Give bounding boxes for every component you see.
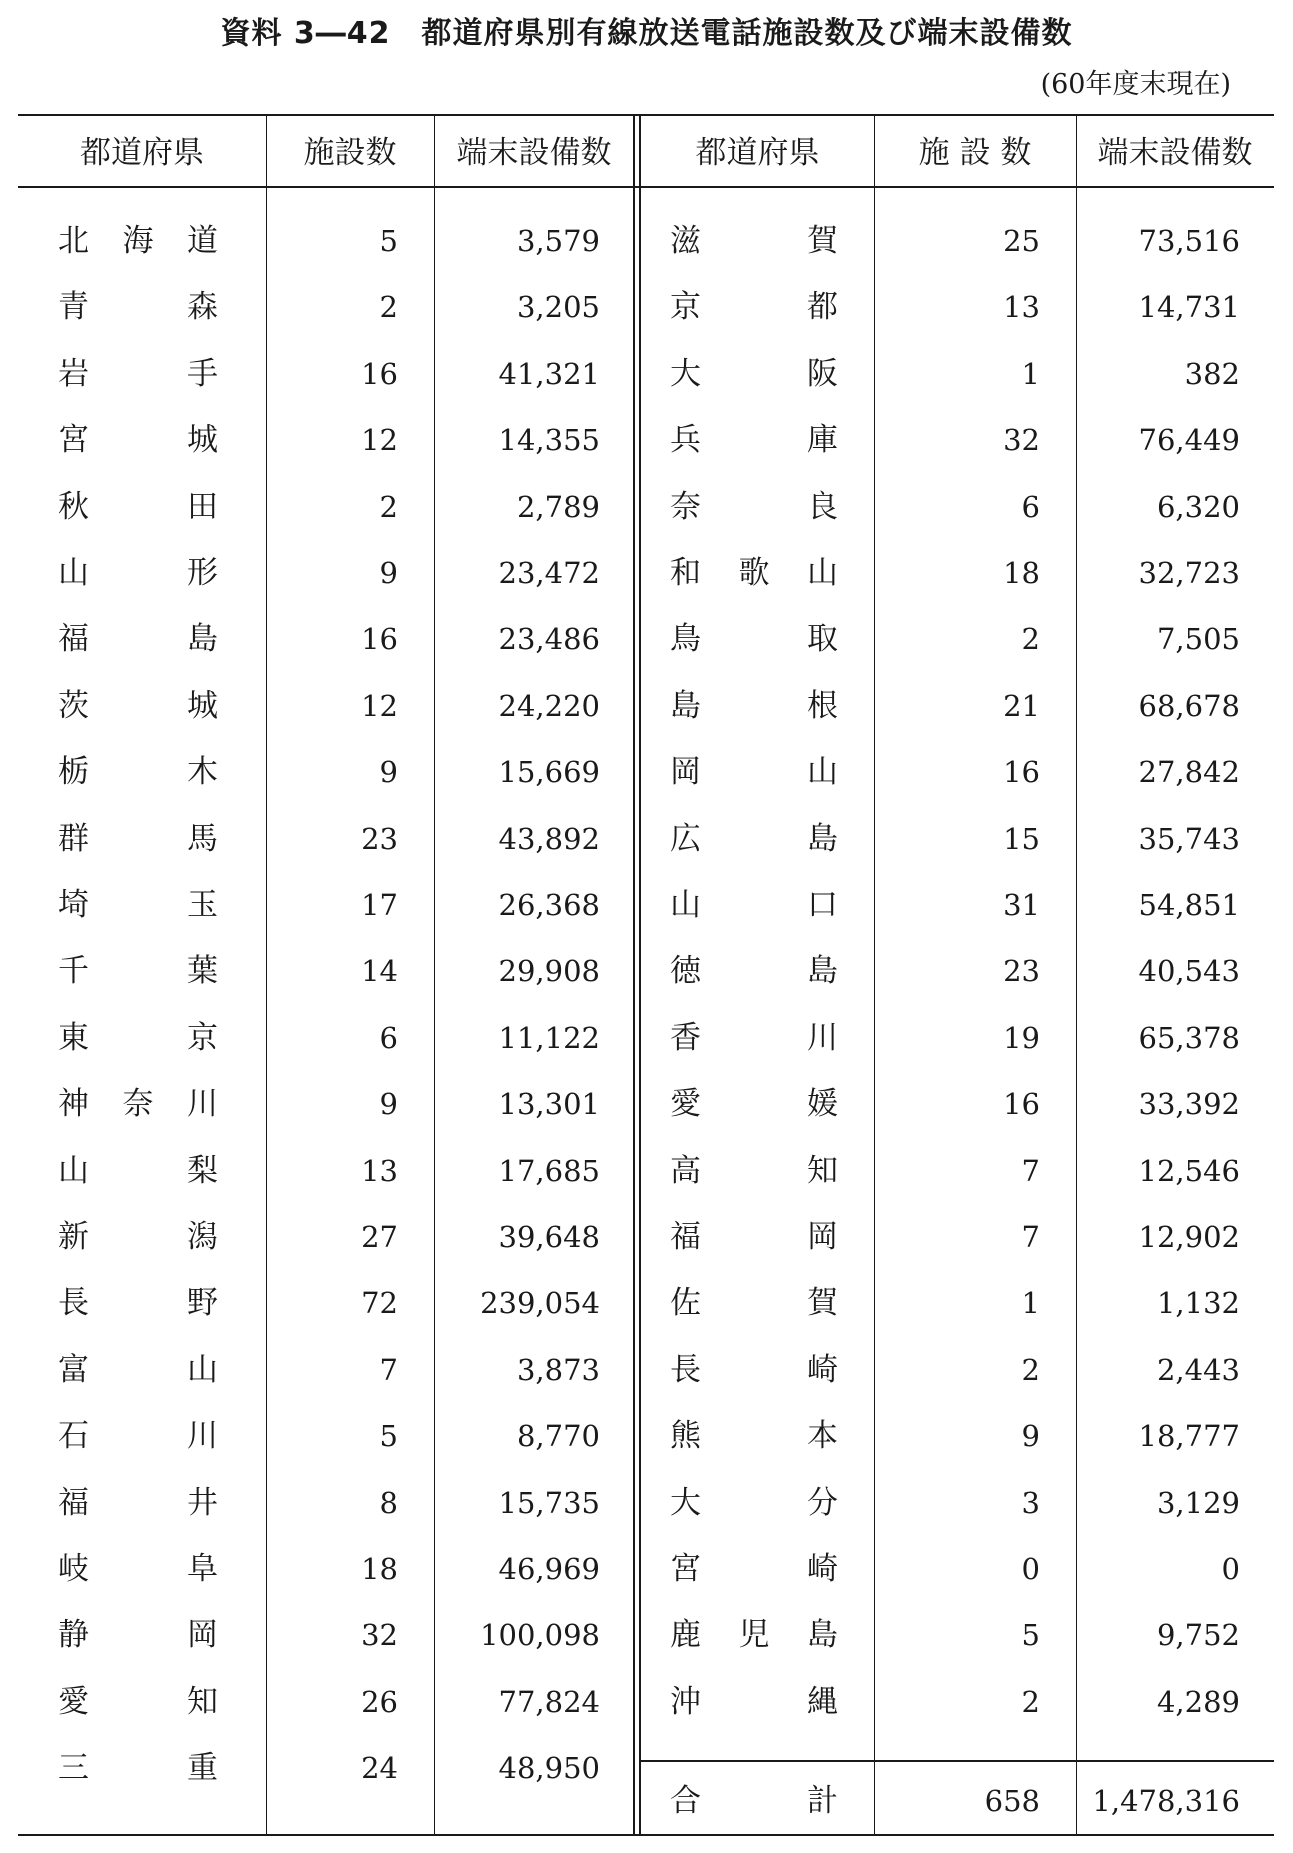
prefecture-name: 沖 縄 — [670, 1684, 838, 1720]
facilities-count: 32 — [361, 1618, 398, 1652]
header-pref-right: 都道府県 — [695, 135, 820, 171]
terminals-count: 14,355 — [498, 423, 600, 457]
page-title: 資料 3―42 都道府県別有線放送電話施設数及び端末設備数 — [220, 16, 1073, 51]
prefecture-name: 茨 城 — [58, 688, 218, 724]
terminals-count: 77,824 — [498, 1685, 600, 1719]
prefecture-name: 山 形 — [58, 555, 218, 591]
facilities-count: 72 — [361, 1286, 398, 1320]
prefecture-name: 和 歌 山 — [670, 555, 838, 591]
terminals-count: 3,205 — [516, 290, 600, 324]
terminals-count: 76,449 — [1138, 423, 1240, 457]
facilities-count: 26 — [361, 1685, 398, 1719]
terminals-count: 3,873 — [516, 1353, 600, 1387]
prefecture-name: 宮 崎 — [670, 1551, 838, 1587]
prefecture-name: 青 森 — [58, 289, 218, 325]
terminals-count: 15,669 — [498, 755, 600, 789]
terminals-count: 54,851 — [1138, 888, 1240, 922]
terminals-count: 43,892 — [498, 822, 600, 856]
facilities-count: 7 — [1021, 1154, 1040, 1188]
terminals-count: 32,723 — [1138, 556, 1240, 590]
terminals-count: 23,486 — [498, 622, 600, 656]
prefecture-name: 山 梨 — [58, 1153, 218, 1189]
facilities-count: 18 — [1003, 556, 1040, 590]
prefecture-name: 北 海 道 — [58, 223, 218, 259]
terminals-count: 11,122 — [498, 1021, 600, 1055]
facilities-count: 1 — [1021, 357, 1040, 391]
prefecture-name: 大 分 — [670, 1485, 838, 1521]
col-rule-left-1 — [266, 116, 267, 1834]
facilities-count: 5 — [379, 1419, 398, 1453]
prefecture-name: 東 京 — [58, 1020, 218, 1056]
terminals-count: 41,321 — [498, 357, 600, 391]
terminals-count: 1,132 — [1156, 1286, 1240, 1320]
terminals-count: 2,443 — [1156, 1353, 1240, 1387]
col-rule-right-1 — [874, 116, 875, 1834]
terminals-count: 17,685 — [498, 1154, 600, 1188]
terminals-count: 40,543 — [1138, 954, 1240, 988]
terminals-count: 6,320 — [1156, 490, 1240, 524]
facilities-count: 8 — [379, 1486, 398, 1520]
facilities-count: 1 — [1021, 1286, 1040, 1320]
terminals-count: 68,678 — [1138, 689, 1240, 723]
terminals-count: 2,789 — [516, 490, 600, 524]
terminals-count: 7,505 — [1156, 622, 1240, 656]
center-double-rule-a — [633, 116, 635, 1834]
prefecture-name: 愛 知 — [58, 1684, 218, 1720]
header-facilities-left: 施設数 — [303, 135, 397, 171]
facilities-count: 5 — [379, 224, 398, 258]
prefecture-name: 京 都 — [670, 289, 838, 325]
facilities-count: 6 — [1021, 490, 1040, 524]
facilities-count: 5 — [1021, 1618, 1040, 1652]
prefecture-name: 神 奈 川 — [58, 1086, 218, 1122]
terminals-count: 3,579 — [516, 224, 600, 258]
facilities-count: 13 — [361, 1154, 398, 1188]
total-facilities: 658 — [984, 1784, 1040, 1818]
terminals-count: 3,129 — [1156, 1486, 1240, 1520]
total-terminals: 1,478,316 — [1092, 1784, 1240, 1818]
facilities-count: 16 — [361, 622, 398, 656]
facilities-count: 9 — [379, 1087, 398, 1121]
prefecture-name: 香 川 — [670, 1020, 838, 1056]
facilities-count: 0 — [1021, 1552, 1040, 1586]
facilities-count: 12 — [361, 423, 398, 457]
col-rule-right-2 — [1076, 116, 1077, 1834]
facilities-count: 9 — [1021, 1419, 1040, 1453]
prefecture-name: 島 根 — [670, 688, 838, 724]
facilities-count: 16 — [1003, 755, 1040, 789]
prefecture-name: 三 重 — [58, 1750, 218, 1786]
facilities-count: 2 — [379, 490, 398, 524]
prefecture-name: 新 潟 — [58, 1219, 218, 1255]
header-facilities-right: 施 設 数 — [918, 135, 1032, 171]
prefecture-name: 岩 手 — [58, 356, 218, 392]
facilities-count: 14 — [361, 954, 398, 988]
prefecture-name: 静 岡 — [58, 1617, 218, 1653]
facilities-count: 32 — [1003, 423, 1040, 457]
facilities-count: 16 — [361, 357, 398, 391]
prefecture-name: 大 阪 — [670, 356, 838, 392]
terminals-count: 14,731 — [1138, 290, 1240, 324]
prefecture-name: 長 野 — [58, 1285, 218, 1321]
facilities-count: 23 — [361, 822, 398, 856]
facilities-count: 19 — [1003, 1021, 1040, 1055]
facilities-count: 7 — [1021, 1220, 1040, 1254]
terminals-count: 382 — [1184, 357, 1240, 391]
prefecture-name: 宮 城 — [58, 422, 218, 458]
terminals-count: 65,378 — [1138, 1021, 1240, 1055]
prefecture-name: 岡 山 — [670, 754, 838, 790]
col-rule-left-2 — [434, 116, 435, 1834]
prefecture-name: 群 馬 — [58, 821, 218, 857]
facilities-count: 2 — [379, 290, 398, 324]
terminals-count: 0 — [1221, 1552, 1240, 1586]
terminals-count: 100,098 — [480, 1618, 600, 1652]
prefecture-name: 長 崎 — [670, 1352, 838, 1388]
prefecture-name: 石 川 — [58, 1418, 218, 1454]
facilities-count: 3 — [1021, 1486, 1040, 1520]
prefecture-name: 山 口 — [670, 887, 838, 923]
prefecture-name: 熊 本 — [670, 1418, 838, 1454]
facilities-count: 9 — [379, 755, 398, 789]
facilities-count: 2 — [1021, 622, 1040, 656]
prefecture-name: 富 山 — [58, 1352, 218, 1388]
facilities-count: 25 — [1003, 224, 1040, 258]
prefecture-name: 奈 良 — [670, 489, 838, 525]
header-terminals-left: 端末設備数 — [456, 135, 612, 171]
facilities-count: 2 — [1021, 1685, 1040, 1719]
terminals-count: 46,969 — [498, 1552, 600, 1586]
prefecture-name: 広 島 — [670, 821, 838, 857]
terminals-count: 23,472 — [498, 556, 600, 590]
facilities-count: 17 — [361, 888, 398, 922]
prefecture-name: 福 井 — [58, 1485, 218, 1521]
facilities-count: 23 — [1003, 954, 1040, 988]
center-double-rule-b — [639, 116, 641, 1834]
terminals-count: 18,777 — [1138, 1419, 1240, 1453]
terminals-count: 73,516 — [1138, 224, 1240, 258]
prefecture-name: 高 知 — [670, 1153, 838, 1189]
facilities-count: 2 — [1021, 1353, 1040, 1387]
facilities-count: 13 — [1003, 290, 1040, 324]
prefecture-name: 福 岡 — [670, 1219, 838, 1255]
terminals-count: 35,743 — [1138, 822, 1240, 856]
terminals-count: 48,950 — [498, 1751, 600, 1785]
prefecture-name: 滋 賀 — [670, 223, 838, 259]
prefecture-name: 徳 島 — [670, 953, 838, 989]
terminals-count: 9,752 — [1156, 1618, 1240, 1652]
terminals-count: 239,054 — [480, 1286, 600, 1320]
facilities-count: 27 — [361, 1220, 398, 1254]
terminals-count: 12,546 — [1138, 1154, 1240, 1188]
terminals-count: 26,368 — [498, 888, 600, 922]
terminals-count: 4,289 — [1156, 1685, 1240, 1719]
terminals-count: 27,842 — [1138, 755, 1240, 789]
facilities-count: 6 — [379, 1021, 398, 1055]
table-bottom-rule — [18, 1834, 1274, 1836]
facilities-count: 15 — [1003, 822, 1040, 856]
prefecture-name: 栃 木 — [58, 754, 218, 790]
facilities-count: 31 — [1003, 888, 1040, 922]
terminals-count: 13,301 — [498, 1087, 600, 1121]
prefecture-name: 埼 玉 — [58, 887, 218, 923]
date-note: (60年度末現在) — [1040, 69, 1231, 100]
facilities-count: 9 — [379, 556, 398, 590]
total-rule — [640, 1760, 1274, 1762]
header-terminals-right: 端末設備数 — [1097, 135, 1253, 171]
terminals-count: 8,770 — [516, 1419, 600, 1453]
facilities-count: 16 — [1003, 1087, 1040, 1121]
facilities-count: 12 — [361, 689, 398, 723]
facilities-count: 7 — [379, 1353, 398, 1387]
prefecture-name: 愛 媛 — [670, 1086, 838, 1122]
total-label: 合 計 — [670, 1783, 838, 1819]
prefecture-name: 兵 庫 — [670, 422, 838, 458]
facilities-count: 24 — [361, 1751, 398, 1785]
terminals-count: 15,735 — [498, 1486, 600, 1520]
terminals-count: 24,220 — [498, 689, 600, 723]
terminals-count: 29,908 — [498, 954, 600, 988]
prefecture-name: 福 島 — [58, 621, 218, 657]
facilities-count: 18 — [361, 1552, 398, 1586]
prefecture-name: 岐 阜 — [58, 1551, 218, 1587]
prefecture-name: 佐 賀 — [670, 1285, 838, 1321]
facilities-count: 21 — [1003, 689, 1040, 723]
prefecture-name: 秋 田 — [58, 489, 218, 525]
prefecture-name: 鹿 児 島 — [670, 1617, 838, 1653]
prefecture-name: 鳥 取 — [670, 621, 838, 657]
terminals-count: 33,392 — [1138, 1087, 1240, 1121]
prefecture-name: 千 葉 — [58, 953, 218, 989]
terminals-count: 12,902 — [1138, 1220, 1240, 1254]
header-pref-left: 都道府県 — [80, 135, 204, 171]
terminals-count: 39,648 — [498, 1220, 600, 1254]
